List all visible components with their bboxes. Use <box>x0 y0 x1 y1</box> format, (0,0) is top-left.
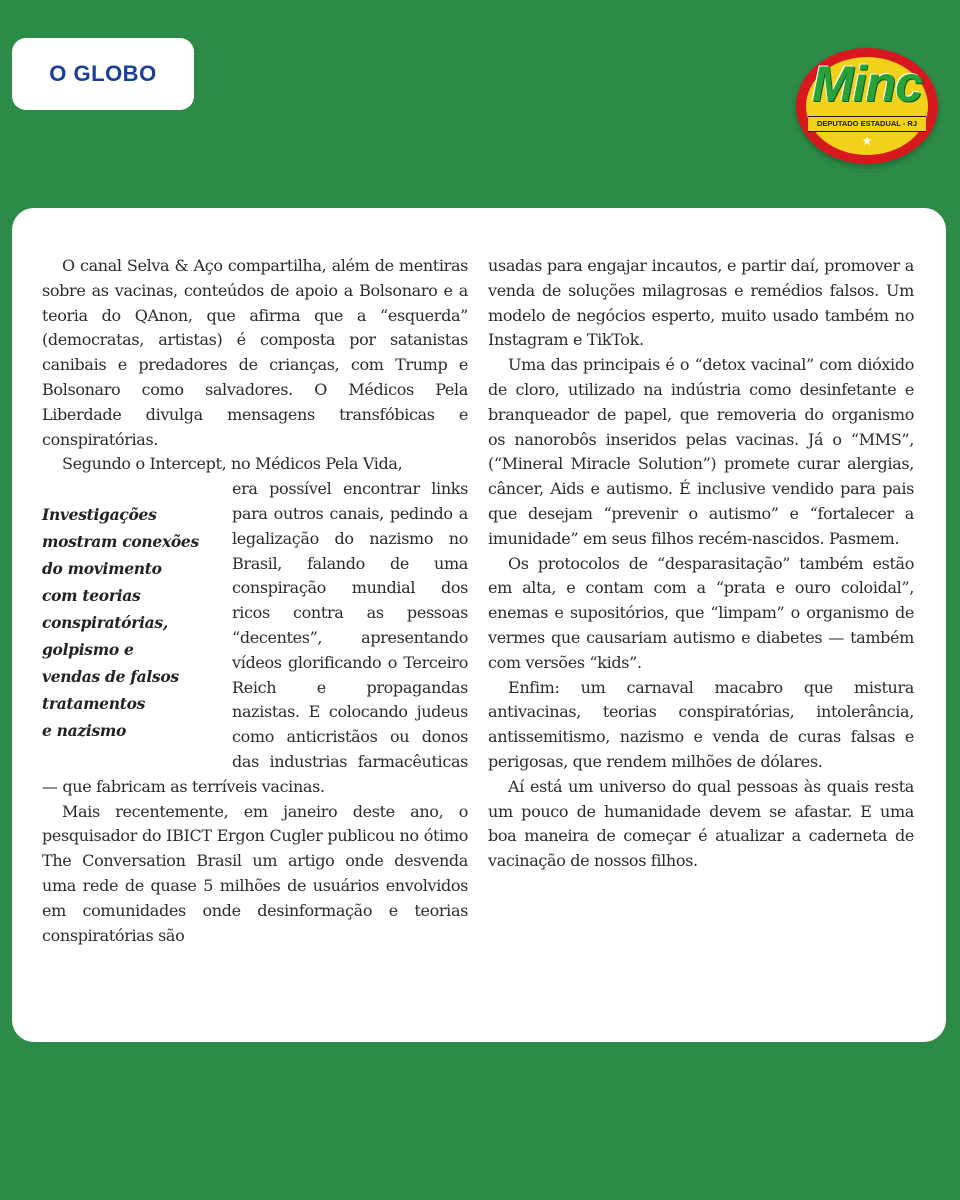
article-right-column <box>488 254 914 874</box>
paragraph: Enfim: um carnaval macabro que mistura antivacinas, teorias conspiratórias, intolerância, antissemitismo, nazismo e venda de curas falsas e perigosas, que rendem milhões de dólares. <box>488 677 914 771</box>
badge-title: Minc <box>812 56 922 112</box>
pull-quote-line: vendas de falsos <box>42 667 179 687</box>
paragraph: usadas para engajar incautos, e partir daí, promover a venda de soluções milagrosas e remédios falsos. Um modelo de negócios esperto, muito usado também no Instagram e TikTok. <box>488 256 914 350</box>
star-icon: ★ <box>861 134 873 148</box>
paragraph: Mais recentemente, em janeiro deste ano, o pesquisador do IBICT Ergon Cugler publicou no ótimo The Conversation Brasil um artigo onde desvenda uma rede de quase 5 milhões de usuários envolvidos em comunidades onde desinformação e teorias conspiratórias são <box>42 801 468 945</box>
article-left-column <box>42 254 468 948</box>
pull-quote-line: tratamentos <box>42 694 146 714</box>
paragraph: O canal Selva & Aço compartilha, além de mentiras sobre as vacinas, conteúdos de apoio a Bolsonaro e a teoria do QAnon, que afirma que a “esquerda” (democratas, artistas) é composta por satanistas canibais e predadores de crianças, com Trump e Bolsonaro como salvadores. O Médicos Pela Liberdade divulga mensagens transfóbicas e conspiratórias. <box>42 256 468 449</box>
pull-quote <box>42 501 220 744</box>
pull-quote-line: mostram conexões <box>42 532 199 552</box>
paragraph: Aí está um universo do qual pessoas às quais resta um pouco de humanidade devem se afastar. E uma boa maneira de começar é atualizar a caderneta de vacinação de nossos filhos. <box>488 776 914 871</box>
pull-quote-line: e nazismo <box>42 721 127 741</box>
minc-badge-logo <box>796 48 938 164</box>
paragraph: Uma das principais é o “detox vacinal” com dióxido de cloro, utilizado na indústria como desinfetante e branqueador de papel, que removeria do organismo os nanorobôs inseridos pelas vacinas. Já o “MMS”, (“Mineral Miracle Solution”) promete curar alergias, câncer, Aids e autismo. É inclusive vendido para pais que desejam “prevenir o autismo” e “fortalecer a imunidade” em seus filhos recém-nascidos. Pasmem. <box>488 355 914 548</box>
pull-quote-line: com teorias <box>42 586 141 606</box>
o-globo-logo: O GLOBO <box>12 38 194 110</box>
pull-quote-line: do movimento <box>42 559 162 579</box>
paragraph: Os protocolos de “desparasitação” também estão em alta, e contam com a “prata e ouro coloidal”, enemas e supositórios, que “limpam” o organismo de vermes que causariam autismo e diabetes — também com versões “kids”. <box>488 553 914 672</box>
paragraph-intro: Segundo o Intercept, no Médicos Pela Vida, <box>62 454 403 474</box>
pull-quote-line: golpismo e <box>42 640 134 660</box>
pull-quote-line: Investigações <box>42 505 157 525</box>
pull-quote-line: conspiratórias, <box>42 613 168 633</box>
badge-subtitle: DEPUTADO ESTADUAL - RJ <box>808 116 926 132</box>
paragraph: era possível encontrar links para outros canais, pedindo a legalização do nazismo no Brasil, falando de uma conspiração mundial dos ricos contra as pessoas “decentes”, apresentando vídeos glorificando o Terceiro Reich e propagandas nazistas. E colocando judeus como anticristãos ou donos das industrias farmacêuticas — que fabricam as terríveis vacinas. <box>42 479 468 796</box>
article-clipping <box>42 254 916 994</box>
